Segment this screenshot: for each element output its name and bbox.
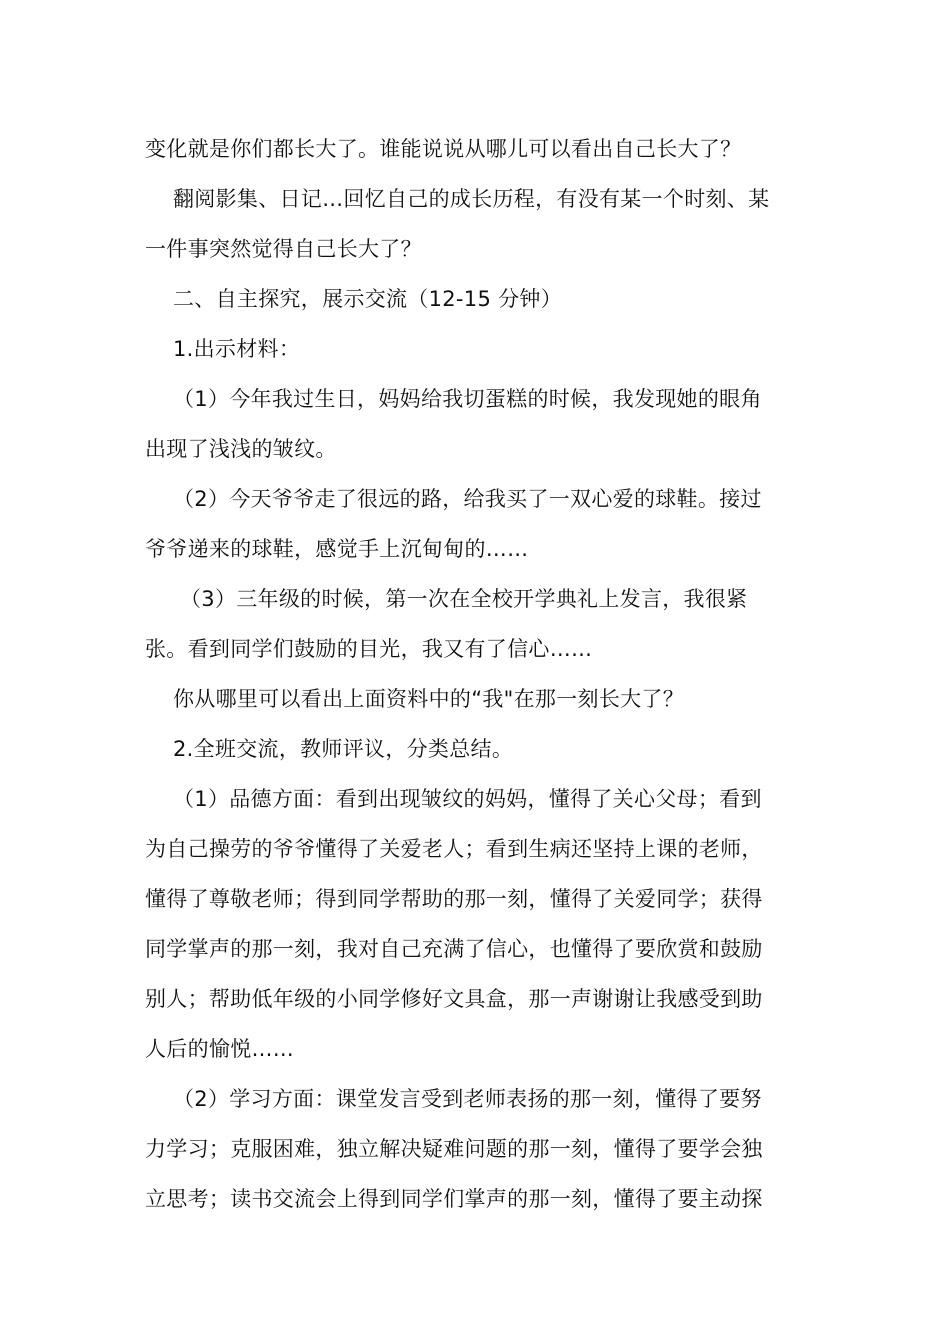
paragraph-line: 一件事突然觉得自己长大了？ [145,237,422,261]
paragraph-line: 为自己操劳的爷爷懂得了关爱老人；看到生病还坚持上课的老师， [145,837,763,861]
paragraph-line: 变化就是你们都长大了。谁能说说从哪儿可以看出自己长大了？ [145,137,742,161]
paragraph-line: （2）今天爷爷走了很远的路，给我买了一双心爱的球鞋。接过 [173,487,762,511]
paragraph-line: 力学习；克服困难，独立解决疑难问题的那一刻，懂得了要学会独 [145,1137,763,1161]
subsection-heading: 2.全班交流，教师评议，分类总结。 [173,737,514,761]
paragraph-line: 翻阅影集、日记…回忆自己的成长历程，有没有某一个时刻、某 [173,187,770,211]
paragraph-line: 出现了浅浅的皱纹。 [145,437,337,461]
paragraph-line: 同学掌声的那一刻，我对自己充满了信心，也懂得了要欣赏和鼓励 [145,937,763,961]
paragraph-line: 人后的愉悦…… [145,1037,295,1061]
paragraph-line: （1）品德方面：看到出现皱纹的妈妈，懂得了关心父母；看到 [173,787,762,811]
paragraph-line: 别人；帮助低年级的小同学修好文具盒，那一声谢谢让我感受到助 [145,987,763,1011]
subsection-heading: 1.出示材料： [173,337,301,361]
paragraph-line: 爷爷递来的球鞋，感觉手上沉甸甸的…… [145,537,529,561]
paragraph-line: （1）今年我过生日，妈妈给我切蛋糕的时候，我发现她的眼角 [173,387,762,411]
paragraph-line: 你从哪里可以看出上面资料中的“我"在那一刻长大了？ [173,687,685,711]
section-heading: 二、自主探究，展示交流（12-15 分钟） [173,287,562,311]
paragraph-line: 张。看到同学们鼓励的目光，我又有了信心…… [145,637,593,661]
paragraph-line: 懂得了尊敬老师；得到同学帮助的那一刻，懂得了关爱同学；获得 [145,887,763,911]
paragraph-line: 立思考；读书交流会上得到同学们掌声的那一刻，懂得了要主动探 [145,1187,763,1211]
paragraph-line: （3）三年级的时候，第一次在全校开学典礼上发言，我很紧 [180,587,748,611]
paragraph-line: （2）学习方面：课堂发言受到老师表扬的那一刻，懂得了要努 [173,1087,762,1111]
